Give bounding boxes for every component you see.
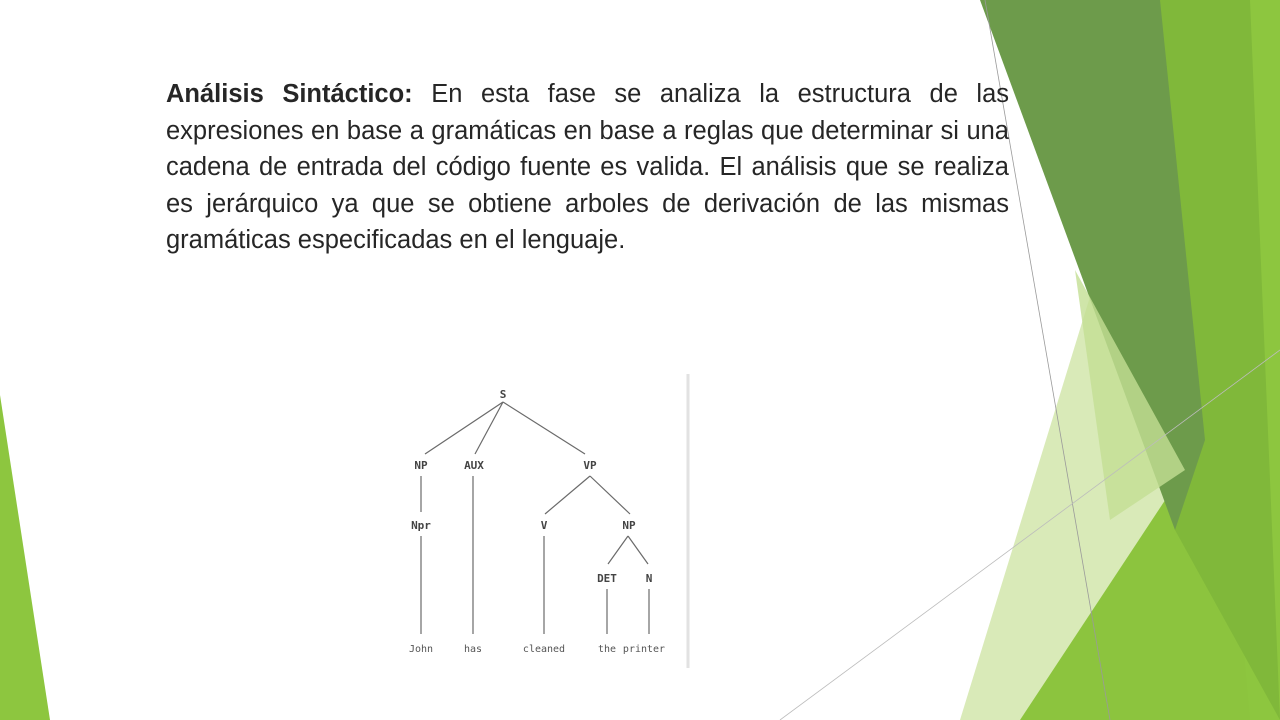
leaf-printer: printer	[622, 644, 666, 655]
edge-vp-np	[590, 476, 630, 514]
edge-s-vp	[503, 402, 585, 454]
parse-tree-diagram	[385, 374, 691, 668]
node-n: N	[645, 572, 653, 585]
node-npr: Npr	[411, 519, 431, 532]
node-np-object: NP	[622, 519, 636, 532]
body-paragraph	[166, 76, 1009, 259]
paragraph-text: En esta fase se analiza la estructura de las expresiones en base a gramáticas en base a reglas que determinar si una cadena de entrada del código fuente es valida. El análisis que se realiza es jerárquico ya que se obtiene arboles de derivación de las mismas gramáticas especificadas en el lenguaje.	[166, 80, 1010, 255]
edge-np-n	[628, 536, 648, 564]
node-v: V	[540, 519, 548, 532]
node-det: DET	[597, 572, 617, 585]
node-aux: AUX	[464, 459, 484, 472]
left-green-sliver	[0, 395, 50, 720]
node-s: S	[499, 388, 507, 401]
leaf-cleaned: cleaned	[522, 644, 566, 655]
leaf-has: has	[463, 644, 483, 655]
node-np: NP	[414, 459, 428, 472]
edge-vp-v	[545, 476, 590, 514]
leaf-the: the	[597, 644, 617, 655]
node-vp: VP	[583, 459, 597, 472]
edge-s-aux	[475, 402, 503, 454]
edge-np-det	[608, 536, 628, 564]
parse-tree-figure	[385, 374, 691, 668]
section-term: Análisis Sintáctico:	[166, 80, 413, 108]
leaf-john: John	[408, 644, 434, 655]
edge-s-np	[425, 402, 503, 454]
